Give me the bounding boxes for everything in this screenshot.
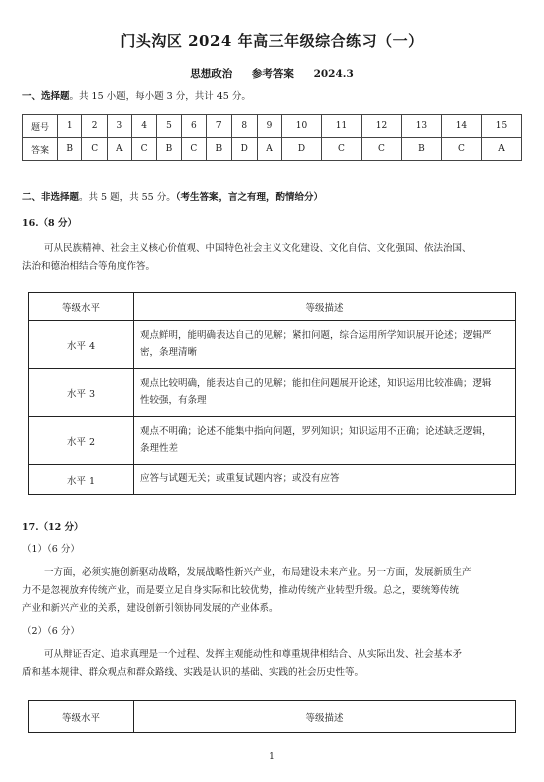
column-header-level: 等级水平 [29, 701, 134, 733]
level-cell: 水平 2 [29, 417, 134, 465]
page-number: 1 [269, 752, 275, 762]
question-number: 13 [401, 115, 441, 138]
question-number: 2 [82, 115, 107, 138]
description-cell [134, 417, 516, 465]
question-number: 4 [131, 115, 156, 138]
column-header-description: 等级描述 [134, 701, 516, 733]
answer-table [22, 114, 522, 161]
answer-cell: B [207, 138, 231, 161]
q16-level-table [28, 292, 516, 495]
question-number: 11 [321, 115, 361, 138]
table-row [29, 417, 516, 465]
q17-sub2-label: （2）（6 分） [22, 626, 80, 637]
description-line: 应答与试题无关；或重复试题内容；或没有应答 [140, 473, 340, 485]
q17-sub2-line: 盾和基本规律、群众观点和群众路线、实践是认识的基础、实践的社会历史性等。 [22, 667, 365, 678]
question-number: 9 [257, 115, 281, 138]
page-subtitle [0, 66, 544, 81]
answer-cell: A [257, 138, 281, 161]
page-title: 门头沟区 2024 年高三年级综合练习（一） [120, 32, 424, 50]
q17-level-table [28, 700, 516, 733]
q16-paragraph-line: 法治和德治相结合等角度作答。 [22, 261, 156, 272]
row-label-numbers: 题号 [23, 115, 58, 138]
level-cell: 水平 4 [29, 321, 134, 369]
table-row [29, 465, 516, 495]
level-cell: 水平 1 [29, 465, 134, 495]
table-row [23, 115, 522, 138]
description-cell [134, 321, 516, 369]
subject-label: 思想政治 [190, 68, 233, 80]
part1-heading-line [22, 89, 251, 106]
part2-heading-line [22, 190, 323, 207]
answer-cell: A [481, 138, 521, 161]
question-number: 14 [441, 115, 481, 138]
description-line: 观点比较明确，能表达自己的见解；能扣住问题展开论述，知识运用比较准确；逻辑 [140, 378, 492, 390]
column-header-description: 等级描述 [134, 293, 516, 321]
answer-cell: C [82, 138, 107, 161]
question-number: 7 [207, 115, 231, 138]
question-number: 12 [361, 115, 401, 138]
answer-cell: B [157, 138, 181, 161]
question-number: 6 [181, 115, 206, 138]
description-line: 密，条理清晰 [140, 346, 198, 358]
part2-heading: 二、非选择题 [22, 192, 80, 203]
answer-cell: D [281, 138, 321, 161]
level-cell: 水平 3 [29, 369, 134, 417]
date-label: 2024.3 [313, 68, 354, 80]
kind-label: 参考答案 [251, 68, 294, 80]
q17-sub1-label: （1）（6 分） [22, 544, 80, 555]
answer-cell: B [58, 138, 82, 161]
question-number: 1 [58, 115, 82, 138]
question-number: 8 [231, 115, 257, 138]
table-row [29, 293, 516, 321]
question-number: 10 [281, 115, 321, 138]
description-line: 观点鲜明，能明确表达自己的见解；紧扣问题，综合运用所学知识展开论述；逻辑严 [140, 330, 492, 342]
description-line: 性较强，有条理 [140, 394, 207, 406]
answer-cell: D [231, 138, 257, 161]
description-line: 观点不明确；论述不能集中指向问题，罗列知识；知识运用不正确；论述缺乏逻辑， [140, 426, 492, 438]
table-row [29, 701, 516, 733]
question-number: 5 [157, 115, 181, 138]
q17-sub1-line: 产业和新兴产业的关系，建设创新引领协同发展的产业体系。 [22, 603, 279, 614]
column-header-level: 等级水平 [29, 293, 134, 321]
question-number: 15 [481, 115, 521, 138]
question-number: 3 [107, 115, 131, 138]
answer-cell: A [107, 138, 131, 161]
table-row [29, 369, 516, 417]
description-line: 条理性差 [140, 442, 179, 454]
answer-cell: C [321, 138, 361, 161]
q17-sub1-line: 力不是忽视放弃传统产业，而是要立足自身实际和比较优势，推动传统产业转型升级。总之，要统筹传统 [22, 585, 460, 596]
description-cell [134, 369, 516, 417]
answer-cell: B [401, 138, 441, 161]
row-label-answers: 答案 [23, 138, 58, 161]
part2-note: （考生答案，言之有理，酌情给分） [175, 192, 323, 203]
q17-sub2-line: 可从辩证否定、追求真理是一个过程、发挥主观能动性和尊重规律相结合、从实际出发、社会基本矛 [44, 649, 463, 660]
table-row [23, 138, 522, 161]
part1-heading: 一、选择题 [22, 91, 70, 102]
q16-paragraph-line: 可从民族精神、社会主义核心价值观、中国特色社会主义文化建设、文化自信、文化强国、依法治国、 [44, 243, 472, 254]
part2-desc: 。共 5 题，共 55 分。 [79, 192, 176, 203]
answer-cell: C [131, 138, 156, 161]
answer-cell: C [181, 138, 206, 161]
answer-cell: C [441, 138, 481, 161]
q17-title: 17.（12 分） [22, 522, 84, 533]
table-row [29, 321, 516, 369]
answer-cell: C [361, 138, 401, 161]
q17-sub1-line: 一方面，必须实施创新驱动战略，发展战略性新兴产业，布局建设未来产业。另一方面，发展新质生产 [44, 567, 472, 578]
part1-desc: 。共 15 小题，每小题 3 分，共计 45 分。 [69, 91, 251, 102]
q16-title: 16.（8 分） [22, 218, 77, 229]
description-cell [134, 465, 516, 495]
